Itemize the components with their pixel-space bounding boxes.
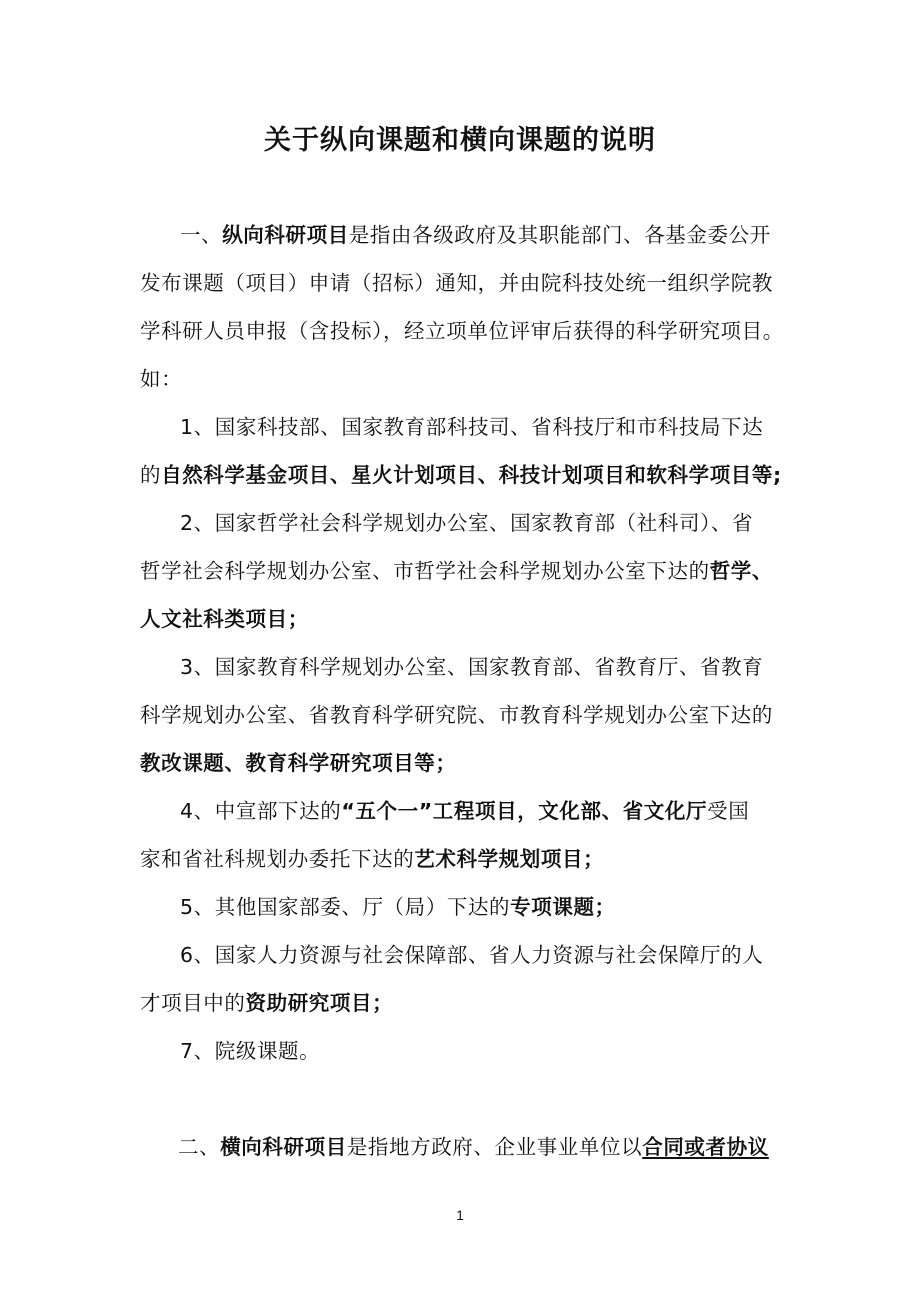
- paragraph-line: [180, 894, 616, 920]
- paragraph-line: [140, 750, 457, 776]
- text-run: 二、: [178, 1135, 221, 1159]
- text-run: 3、国家教育科学规划办公室、国家教育部、省教育厅、省教育: [180, 655, 764, 679]
- text-run: 哲学社会科学规划办公室、市哲学社会科学规划办公室下达的: [140, 559, 710, 583]
- bold-text: 资助研究项目；: [245, 991, 394, 1015]
- bold-text: 人文社科类项目；: [140, 607, 309, 631]
- paragraph-line: [140, 702, 773, 728]
- bold-text: 纵向科研项目: [222, 223, 349, 247]
- text-run: 家和省社科规划办委托下达的: [140, 847, 415, 871]
- text-run: 1、国家科技部、国家教育部科技司、省科技厅和市科技局下达: [180, 415, 764, 439]
- bold-text: 横向科研项目: [220, 1135, 347, 1159]
- text-run: 一、: [180, 223, 223, 247]
- paragraph-line: [140, 990, 393, 1016]
- text-run: 5、其他国家部委、厅（局）下达的: [180, 895, 511, 919]
- paragraph-line: [140, 846, 604, 872]
- text-run: 2、国家哲学社会科学规划办公室、国家教育部（社科司）、省: [180, 511, 754, 535]
- text-run: 如：: [140, 367, 183, 391]
- text-run: 是指由各级政府及其职能部门、各基金委公开: [348, 223, 771, 247]
- paragraph-line: [140, 366, 182, 392]
- text-run: 7、院级课题。: [180, 1039, 321, 1063]
- bold-text: “五个一”工程项目，文化部、省文化厅: [341, 799, 708, 823]
- paragraph-line: [180, 222, 771, 248]
- bold-text: 自然科学基金项目、星火计划项目、科技计划项目和软科学项目等;: [161, 463, 782, 487]
- underlined-text: 合同或者协议: [642, 1135, 769, 1159]
- paragraph-line: [140, 606, 309, 632]
- paragraph-line: [140, 270, 773, 296]
- paragraph-line: [180, 942, 763, 968]
- paragraph-line: [178, 1134, 769, 1160]
- text-run: 是指地方政府、企业事业单位以: [346, 1135, 643, 1159]
- text-run: 的: [140, 463, 162, 487]
- text-run: 受国: [707, 799, 750, 823]
- bold-text: [642, 1135, 769, 1159]
- text-run: 6、国家人力资源与社会保障部、省人力资源与社会保障厅的人: [180, 943, 764, 967]
- paragraph-line: [180, 654, 763, 680]
- paragraph-line: [140, 462, 782, 488]
- paragraph-line: [180, 1038, 320, 1064]
- paragraph-line: [180, 798, 749, 824]
- text-run: 才项目中的: [140, 991, 246, 1015]
- bold-text: 艺术科学规划项目；: [414, 847, 605, 871]
- paragraph-line: [180, 414, 763, 440]
- paragraph-line: [180, 510, 753, 536]
- page-number: 1: [456, 1207, 464, 1223]
- text-run: 发布课题（项目）申请（招标）通知，并由院科技处统一组织学院教: [140, 271, 773, 295]
- paragraph-line: [140, 558, 773, 584]
- paragraph-line: [140, 318, 784, 344]
- text-run: 科学规划办公室、省教育科学研究院、市教育科学规划办公室下达的: [140, 703, 773, 727]
- bold-text: 教改课题、教育科学研究项目等；: [140, 751, 457, 775]
- text-run: 4、中宣部下达的: [180, 799, 342, 823]
- text-run: 学科研人员申报（含投标），经立项单位评审后获得的科学研究项目。: [140, 319, 784, 343]
- document-title: 关于纵向课题和横向课题的说明: [264, 125, 656, 156]
- bold-text: 专项课题；: [510, 895, 616, 919]
- bold-text: 哲学、: [709, 559, 774, 583]
